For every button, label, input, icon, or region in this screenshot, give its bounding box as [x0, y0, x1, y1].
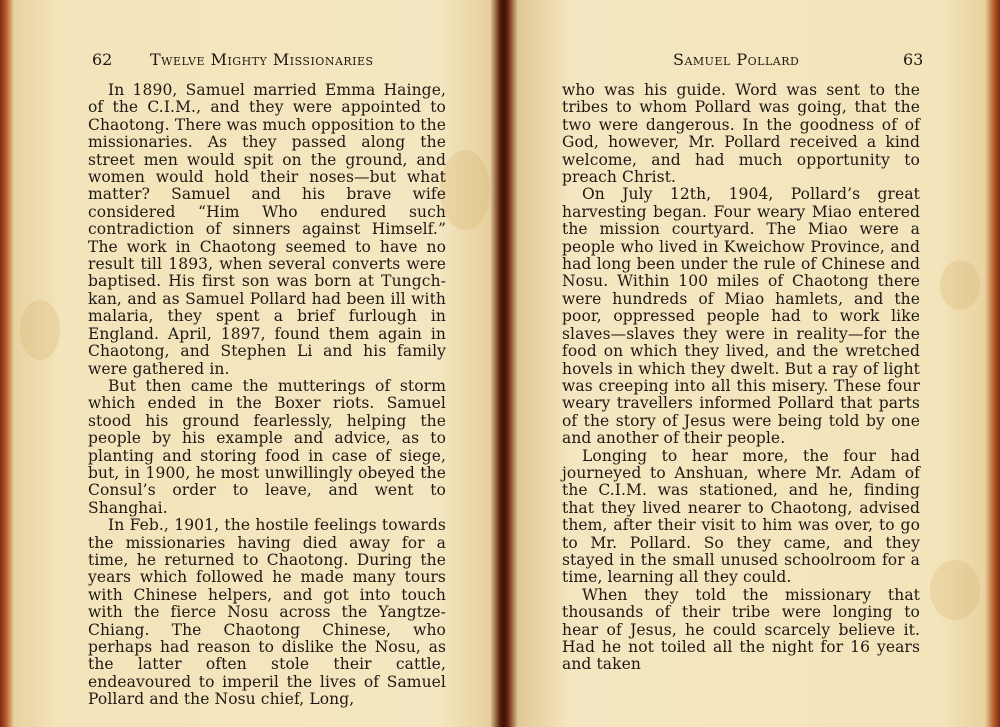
running-head: Twelve Mighty Missionaries	[150, 50, 374, 69]
paragraph: Longing to hear more, the four had journeyed to Anshuan, where Mr. Adam of the C.I.M. was stationed, and he, finding that they lived nearer to Chaotong, advised them, after their visit to him was over, to go to Mr. Pollard. So they came, and they stayed in the small unused schoolroom for a time, learning all they could.	[562, 446, 920, 587]
paragraph: But then came the mutterings of storm which ended in the Boxer riots. Samuel stood his ground fearlessly, helping the people by his example and advice, as to planting and storing food in case of siege, but, in 1900, he most unwillingly obeyed the Consul’s order to leave, and went to Shanghai.	[88, 376, 446, 517]
running-head: Samuel Pollard	[673, 50, 800, 69]
page-number: 62	[92, 50, 113, 69]
paragraph: When they told the missionary that thousands of their tribe were longing to hear of Jesus, he could scarcely believe it. Had he not toiled all the night for 16 years and taken	[562, 585, 920, 674]
page-number: 63	[903, 50, 924, 69]
paragraph: On July 12th, 1904, Pollard’s great harvesting began. Four weary Miao entered the mission courtyard. The Miao were a people who lived in Kweichow Province, and had long been under the rule of Chinese and Nosu. Within 100 miles of Chaotong there were hundreds of Miao hamlets, and the poor, oppressed people had to work like slaves—slaves they were in reality—for the food on which they lived, and the wretched hovels in which they dwelt. But a ray of light was creeping into all this misery. These four weary travellers informed Pollard that parts of the story of Jesus were being told by one and another of their people.	[562, 185, 920, 448]
paragraph: In 1890, Samuel married Emma Hainge, of the C.I.M., and they were appointed to Chaotong. There was much opposition to the missionaries. As they passed along the street men would spit on the ground, and women would hold their noses—but what matter? Samuel and his brave wife considered “Him Who endured such contradiction of sinners against Himself.” The work in Chaotong seemed to have no result till 1893, when several converts were baptised. His first son was born at Tungch-kan, and as Samuel Pollard had been ill with malaria, they spent a brief furlough in England. April, 1897, found them again in Chaotong, and Stephen Li and his family were gathered in.	[88, 81, 446, 378]
body-text	[88, 82, 446, 709]
right-page	[508, 0, 1000, 727]
paragraph: who was his guide. Word was sent to the tribes to whom Pollard was going, that the two were dangerous. In the goodness of of God, however, Mr. Pollard received a kind welcome, and had much opportunity to preach Christ.	[562, 81, 920, 187]
body-text	[562, 82, 920, 674]
paragraph: In Feb., 1901, the hostile feelings towards the missionaries having died away for a time, he returned to Chaotong. During the years which followed he made many tours with Chinese helpers, and got into touch with the fierce Nosu across the Yangtze-Chiang. The Chaotong Chinese, who perhaps had reason to dislike the Nosu, as the latter often stole their cattle, endeavoured to imperil the lives of Samuel Pollard and the Nosu chief, Long,	[88, 516, 446, 709]
